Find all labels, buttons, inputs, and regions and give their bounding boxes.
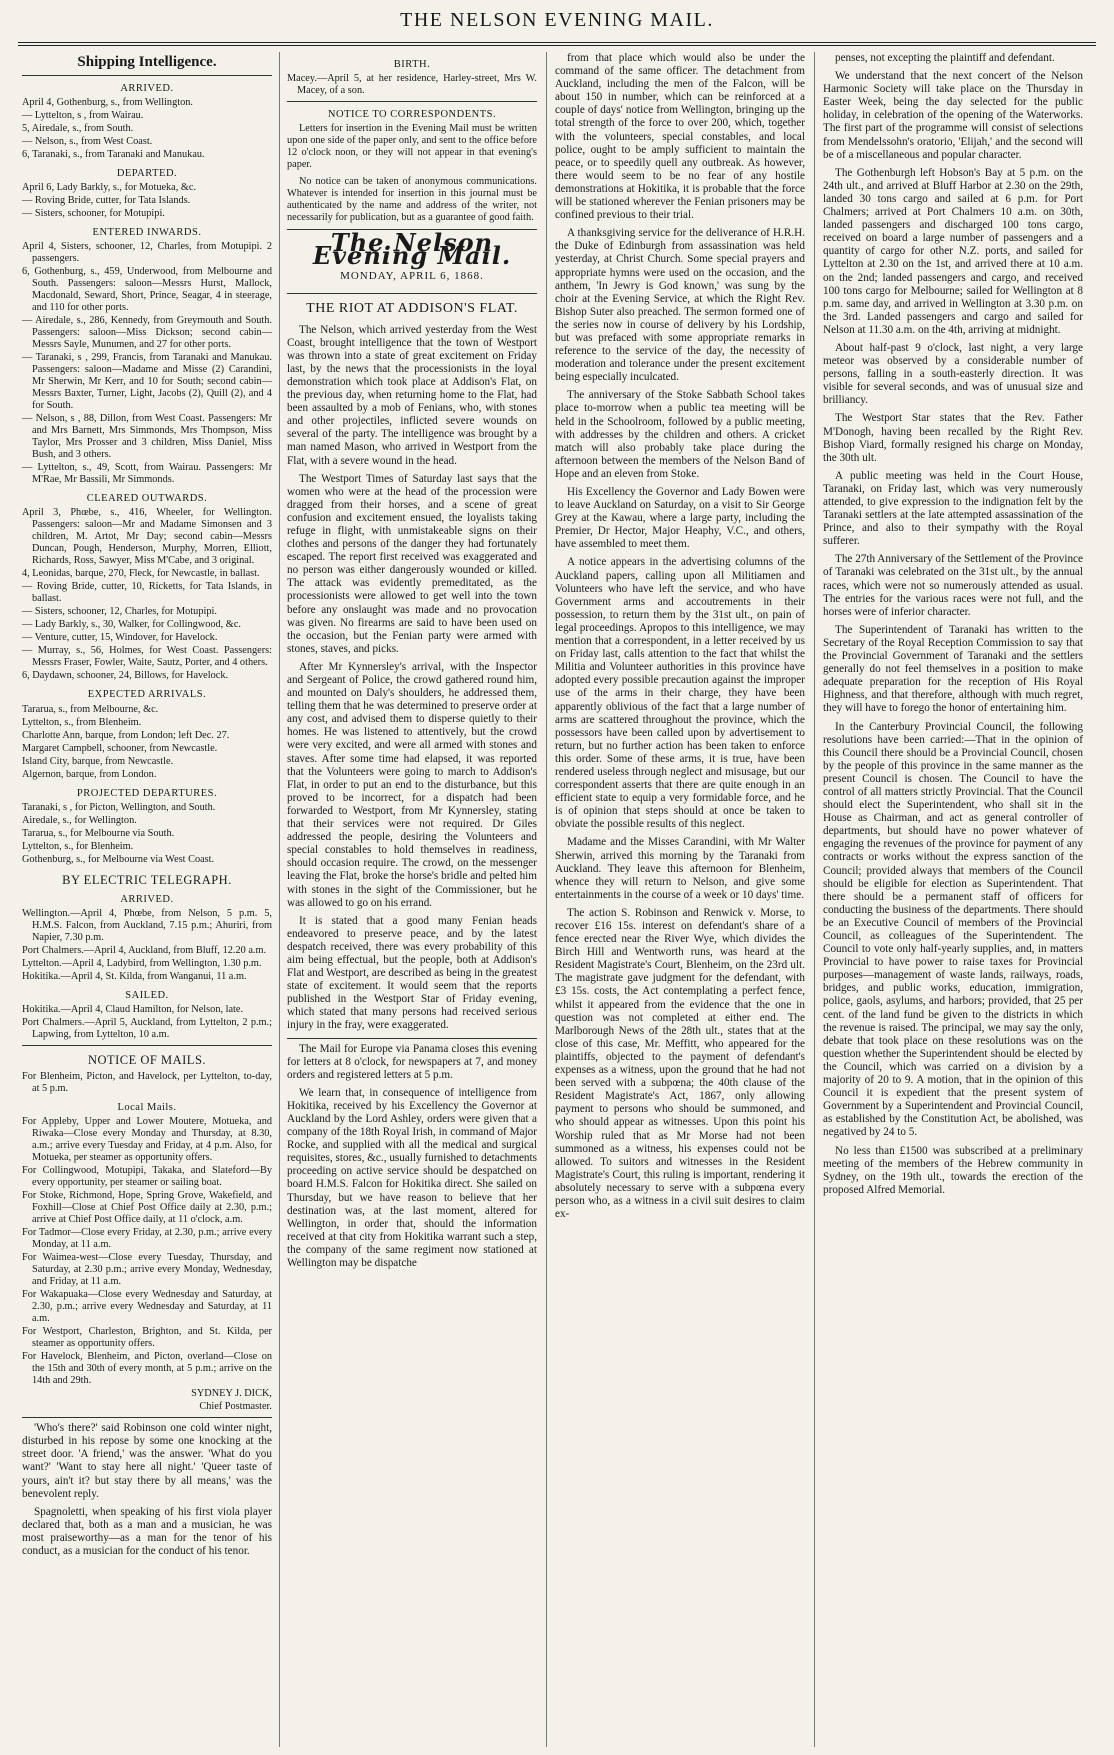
section-rule bbox=[22, 1417, 272, 1418]
paragraph: A public meeting was held in the Court House, Taranaki, on Friday last, which was very numerously attended, to give expression to the indignation felt by the Taranaki settlers at the late attempted assassination of the Prince, and also to their sympathy with the Royal sufferer. bbox=[823, 469, 1083, 548]
masthead: THE NELSON EVENING MAIL. bbox=[400, 9, 714, 31]
telegraph-title: BY ELECTRIC TELEGRAPH. bbox=[62, 872, 232, 887]
telegraph-sailed-heading: SAILED. bbox=[125, 989, 169, 1001]
cleared-heading: CLEARED OUTWARDS. bbox=[86, 493, 208, 505]
birth-text: Macey.—April 5, at her residence, Harley-street, Mrs W. Macey, of a son. bbox=[287, 73, 537, 97]
list-item: — Nelson, s., from West Coast. bbox=[22, 136, 153, 148]
list-item: For Stoke, Richmond, Hope, Spring Grove, Wakefield, and Foxhill—Close at Chief Post Office daily at 2.30, p.m.; arrive at Chief Post Office daily, at 11 o'clock, a.m. bbox=[22, 1190, 272, 1226]
paragraph: The action S. Robinson and Renwick v. Morse, to recover £16 15s. interest on defendant's share of a fence erected near the River Wye, which divides the Birch Hill and Wentworth runs, was heard at the Resident Magistrate's Court, Blenheim, on the 23rd ult. The magistrate gave judgment for the defendant, with £3 15s. costs, the Act contemplating a perfect fence, whilst it appeared from the evidence that the one in question was not completed at either end. The Marlborough News of the 28th ult., states that at the close of this case, Mr. Meffitt, who appeared for the plaintiffs, objected to the payment of defendant's expenses as a witness, upon the ground that he had not been served with a subpœna; the 40th clause of the Resident Magistrate's Act, 1867, only allowing payment to persons who should be summoned, and who should appear as witnesses. Upon this point his Worship ruled that as Mr Morse had not been summoned as a witness, his expenses could not be allowed. To suitors and witnesses in the Resident Magistrate's Court, this ruling is important, rendering it absolutely necessary to serve with a subpœna every person who, as a witness in a civil suit desires to claim ex- bbox=[555, 906, 805, 1221]
local-mails-heading: Local Mails. bbox=[117, 1102, 177, 1114]
departed-list bbox=[22, 182, 272, 220]
list-item: Lyttelton, s., for Blenheim. bbox=[22, 840, 134, 852]
list-item: April 6, Lady Barkly, s., for Motueka, &c. bbox=[22, 182, 197, 194]
list-item: For Collingwood, Motupipi, Takaka, and Slateford—By every opportunity, per steamer or sailing boat. bbox=[22, 1165, 272, 1189]
cleared-list bbox=[22, 507, 272, 682]
section-rule bbox=[287, 293, 537, 294]
list-item: 6, Daydawn, schooner, 24, Billows, for Havelock. bbox=[22, 670, 229, 682]
list-item: 4, Leonidas, barque, 270, Fleck, for Newcastle, in ballast. bbox=[22, 568, 260, 580]
paragraph: Letters for insertion in the Evening Mail must be written upon one side of the paper only, and sent to the office before 12 o'clock noon, or they will not appear in that evening's paper. bbox=[287, 123, 537, 171]
list-item: 5, Airedale, s., from South. bbox=[22, 123, 134, 135]
list-item: — Lady Barkly, s., 30, Walker, for Collingwood, &c. bbox=[22, 619, 241, 631]
column-3-news bbox=[555, 52, 805, 1221]
paragraph: from that place which would also be under the command of the same officer. The detachment from Auckland, including the men of the Falcon, will be about 150 in number, which can be reinforced at a couple of days' notice from Wellington, bringing up the total strength of the force to over 200, which, together with the volunteers, special constables, and local police, ought to be amply sufficient to maintain the peace, or to speedily quell any outbreak. As however, there would seem to be no fear of any hostile demonstrations at Hokitika, it is probable that the force will be stationed wherever the Fenian prisoners may be confined previous to their trial. bbox=[555, 52, 805, 222]
column-2 bbox=[287, 52, 537, 1747]
column-3 bbox=[555, 52, 805, 1747]
list-item: For Havelock, Blenheim, and Picton, overland—Close on the 15th and 30th of every month, at 5 p.m.; arrive on the 14th and 29th. bbox=[22, 1351, 272, 1387]
departed-heading: DEPARTED. bbox=[116, 168, 178, 180]
paragraph: The 27th Anniversary of the Settlement of the Province of Taranaki was celebrated on the 31st ult., by the annual races, which were not so numerously attended as usual. The entries for the various races were not full, and the horses were of inferior character. bbox=[823, 553, 1083, 618]
paragraph: The Superintendent of Taranaki has written to the Secretary of the Royal Reception Commission to say that the Provincial Government of Taranaki and the settlers generally do not feel themselves in a position to make adequate preparation for the reception of His Royal Highness, and that therefore, although with much regret, they will have to forego the honor of entertaining him. bbox=[823, 623, 1083, 715]
section-rule bbox=[22, 75, 272, 76]
list-item: Island City, barque, from Newcastle. bbox=[22, 755, 174, 767]
list-item: Wellington.—April 4, Phœbe, from Nelson, 5 p.m. 5, H.M.S. Falcon, from Auckland, 7.15 p.m.; Ahuriri, from Napier, 7.30 p.m. bbox=[22, 907, 272, 943]
paragraph: Spagnoletti, when speaking of his first viola player declared that, both as a man and a musician, he was most praiseworthy—as a man for the tenor of his conduct, as a musician for the conduct of his tenor. bbox=[22, 1505, 272, 1557]
masthead-rule bbox=[18, 42, 1096, 43]
column-4-news bbox=[823, 52, 1083, 1197]
list-item: — Lyttelton, s , from Wairau. bbox=[22, 110, 144, 122]
expected-list bbox=[22, 704, 272, 781]
list-item: — Venture, cutter, 15, Windover, for Havelock. bbox=[22, 632, 218, 644]
paragraph: It is stated that a good many Fenian heads endeavored to preserve peace, and by the latest despatch received, there was every probability of this aim being effectual, but the people, both at Addison's Flat and Westport, are described as being in the greatest state of excitement. It would seem that the reports published in the Westport Star of Friday evening, which stated that many persons had received serious injury in the fray, were exaggerated. bbox=[287, 914, 537, 1032]
list-item: — Nelson, s , 88, Dillon, from West Coast. Passengers: Mr and Mrs Barnett, Mrs Simmonds, Mrs Thompson, Miss Taylor, Mrs Prosser and 3 children, Miss Daniel, Miss Bush, and 3 others. bbox=[22, 413, 272, 461]
list-item: 6, Taranaki, s., from Taranaki and Manukau. bbox=[22, 149, 205, 161]
correspondents-text bbox=[287, 123, 537, 224]
list-item: Taranaki, s , for Picton, Wellington, and South. bbox=[22, 801, 216, 813]
correspondents-title: NOTICE TO CORRESPONDENTS. bbox=[327, 109, 497, 121]
paragraph: Madame and the Misses Carandini, with Mr Walter Sherwin, arrived this morning by the Taranaki from Auckland. They leave this afternoon for Blenheim, whence they will return to Nelson, and give some entertainments in the course of a week or 10 days' time. bbox=[555, 836, 805, 901]
telegraph-arrived-list bbox=[22, 908, 272, 983]
list-item: — Murray, s., 56, Holmes, for West Coast. Passengers: Messrs Fraser, Fowler, Waite, Sautz, Porter, and 4 others. bbox=[22, 645, 272, 669]
list-item: Gothenburg, s., for Melbourne via West Coast. bbox=[22, 853, 215, 865]
paragraph: In the Canterbury Provincial Council, the following resolutions have been carried:—That in the opinion of this Council there should be a Provincial Council, chosen by the people of this province in the same manner as the present Council is chosen. The Council to have the control of all matters strictly Provincial. That the Council should elect the Superintendent, who shall sit in the House as Chairman, and act as general controller of departments, but should have no power whatever of engaging the revenues of the province for payment of any contracts or works without the express sanction of the Council; provided always that members of the Council should be eligible for election as Superintendent. That there should be a permanent staff of officers for conducting the business of the departments. There should be an Executive Council of members of the Provincial Council, as colleagues of the Superintendent. The Council to vote only half-yearly supplies, and, in matters Provincial to have power to raise taxes for Provincial purposes—management of waste lands, railways, roads, bridges, and public works, education, immigration, police, gaols, asylums, and harbors; provided, that 25 per cent. of the land fund be given to the districts in which the revenue is raised. The principal, we may say the only, debate that took place on these resolutions was on the question whether the Superintendent should be elected by the Council, which was carried on a division by a majority of 20 to 9. A motion, that in the opinion of this Council it is expedient that the present system of Government by a Superintendent and Provincial Council, as established by the Constitution Act, be abolished, was negatived by 24 to 5. bbox=[823, 720, 1083, 1139]
projected-heading: PROJECTED DEPARTURES. bbox=[76, 787, 218, 799]
paragraph: His Excellency the Governor and Lady Bowen were to leave Auckland on Saturday, on a visit to Sir George Grey at the Kawau, where a large party, including the Premier, Dr Hector, Major Heaphy, V.C., and others, have assembled to meet them. bbox=[555, 486, 805, 551]
dateline: MONDAY, APRIL 6, 1868. bbox=[340, 270, 484, 283]
column-divider bbox=[546, 52, 547, 1747]
section-rule bbox=[287, 1038, 537, 1039]
paragraph: A thanksgiving service for the deliverance of H.R.H. the Duke of Edinburgh from assassination was held yesterday, at Christ Church. Some special prayers and appropriate hymns were used on the occasion, and the anthem, 'In Jewry is God known,' was sung by the choir at the Evening Service, at which the Right Rev. Bishop Suter also preached. The sermon formed one of the series now in course of delivery by his Lordship, but was prefaced with some appropriate remarks in reference to the service of the day, the necessity of moderation and tolerance under the present excitement being especially inculcated. bbox=[555, 227, 805, 384]
paragraph: The Nelson, which arrived yesterday from the West Coast, brought intelligence that the town of Westport was thrown into a state of great excitement on Friday last, by the news that the processionists in the loyal demonstration which took place at Addison's Flat, on the previous day, when returning home to the Flat, had been assaulted by a mob of Fenians, who, with stones and other projectiles, inflicted severe wounds on several of the party. The intelligence was brought by a man named Mason, who arrived in Westport from the Flat, with a severe wound in the head. bbox=[287, 323, 537, 467]
paragraph: The Westport Times of Saturday last says that the women who were at the head of the procession were dragged from their horses, and a scene of great confusion and excitement ensued, the loyalists taking refuge in flight, with unmistakeable signs on their clothes and persons of the danger they had fortunately escaped. The report first received was exaggerated and no person was either dangerously wounded or killed. The attack was evidently premeditated, as the processionists were allowed to get well into the town before any onslaught was made and no provocation was given. No firearms are said to have been used on the occasion, but the Fenian party were armed with stones, staves, and picks. bbox=[287, 472, 537, 655]
list-item: Port Chalmers.—April 4, Auckland, from Bluff, 12.20 a.m. bbox=[22, 944, 267, 956]
column-4 bbox=[823, 52, 1083, 1747]
expected-heading: EXPECTED ARRIVALS. bbox=[87, 689, 207, 701]
section-rule bbox=[287, 101, 537, 102]
paragraph: The Mail for Europe via Panama closes this evening for letters at 8 o'clock, for newspapers at 7, and money orders and registered letters at 5 p.m. bbox=[287, 1042, 537, 1081]
list-item: Lyttelton, s., from Blenheim. bbox=[22, 716, 142, 728]
list-item: April 4, Sisters, schooner, 12, Charles, from Motupipi. 2 passengers. bbox=[22, 241, 272, 265]
list-item: April 3, Phœbe, s., 416, Wheeler, for Wellington. Passengers: saloon—Mr and Madame Simonsen and 3 children, M. Artot, Mr Day; second cabin—Messrs Duncan, Pough, Henderson, Murphy, Morren, Elliott, Richards, Ross, Sawyer, Miss M'Cabe, and 3 original. bbox=[22, 507, 272, 567]
arrived-list bbox=[22, 97, 272, 161]
paragraph: The anniversary of the Stoke Sabbath School takes place to-morrow when a public tea meeting will be held in the Schoolroom, followed by a public meeting, with addresses by the children and others. A cricket match will also probably take place during the afternoon between the members of the Nelson Band of Hope and an eleven from Stoke. bbox=[555, 389, 805, 480]
riot-article bbox=[287, 324, 537, 1033]
list-item: — Lyttelton, s., 49, Scott, from Wairau. Passengers: Mr M'Rae, Mr Bassili, Mr Simmonds. bbox=[22, 462, 272, 486]
list-item: — Sisters, schooner, 12, Charles, for Motupipi. bbox=[22, 606, 217, 618]
list-item: Charlotte Ann, barque, from London; left Dec. 27. bbox=[22, 729, 230, 741]
column-1 bbox=[22, 52, 272, 1747]
paragraph: We understand that the next concert of the Nelson Harmonic Society will take place on the Thursday in Easter Week, being the day selected for the public holiday, in celebration of the opening of the Waterworks. The first part of the programme will consist of selections from Mendelssohn's oratorio, 'Elijah,' and the second will be of a miscellaneous and popular character. bbox=[823, 70, 1083, 161]
list-item: April 4, Gothenburg, s., from Wellington. bbox=[22, 97, 193, 109]
entered-heading: ENTERED INWARDS. bbox=[92, 227, 202, 239]
list-item: Airedale, s., for Wellington. bbox=[22, 814, 137, 826]
columns-container bbox=[22, 52, 1094, 1747]
paragraph: We learn that, in consequence of intelligence from Hokitika, received by his Excellency the Governor at Auckland by the Lord Ashley, orders were given that a company of the 18th Royal Irish, in command of Major Rocke, and supplied with all the medical and surgical requisites, stores, &c., usually furnished to detachments proceeding on active service should be despatched on board H.M.S. Falcon for Hokitika direct. She sailed on Thursday, but we have reason to believe that her destination was, at the last moment, altered for Wellington, in order that, should the information received at that city from Hokitika warrant such a step, the company of the same regiment now stationed at Wellington may be dispatche bbox=[287, 1086, 537, 1270]
entered-list bbox=[22, 241, 272, 486]
paragraph: The Gothenburgh left Hobson's Bay at 5 p.m. on the 24th ult., and arrived at Bluff Harbor at 2.30 on the 29th, landed 30 tons cargo and sailed at 6 p.m. for Port Chalmers; arrived at Port Chalmers 10 a.m. on 30th, landed passengers and discharged 100 tons cargo, received on board a large number of passengers and a quantity of cargo for other N.Z. ports, and sailed for Lyttelton at 2.30 on the 1st, and arrived there at 10 a.m. on the 2nd; landed passengers and cargo, and received 100 tons cargo for Melbourne; sailed for Wellington at 8 p.m. same day, and arrived in Wellington at 3.30 p.m. on the 3rd. Landed passengers and cargo and sailed for Nelson at 11.30 a.m. on the 4th, arriving at midnight. bbox=[823, 166, 1083, 336]
mails-signature-title: Chief Postmaster. bbox=[199, 1401, 272, 1413]
birth-title: BIRTH. bbox=[393, 59, 431, 70]
list-item: 6, Gothenburg, s., 459, Underwood, from Melbourne and South. Passengers: saloon—Messrs Hurst, Mallock, Macdonald, Seward, Short, Prince, Seagar, 4 in steerage, and 110 for other ports. bbox=[22, 266, 272, 314]
paragraph: The Westport Star states that the Rev. Father M'Donogh, having been recalled by the Right Rev. Bishop Viard, formally resigned his charge on Monday, the 30th ult. bbox=[823, 412, 1083, 464]
list-item: — Roving Bride, cutter, 10, Ricketts, for Tata Islands, in ballast. bbox=[22, 581, 272, 605]
list-item: Hokitika.—April 4, Claud Hamilton, for Nelson, late. bbox=[22, 1003, 244, 1015]
mails-title: NOTICE OF MAILS. bbox=[87, 1052, 207, 1067]
paragraph: After Mr Kynnersley's arrival, with the Inspector and Sergeant of Police, the crowd gathered round him, and mounted on Daly's shoulders, he addressed them, telling them that he was determined to preserve order at any cost, and advised them to disperse quietly to their homes. He was listened to attentively, but the crowd were very excited, and were all armed with stones and staves. After some time had elapsed, it was reported that the Volunteers were going to march to Addison's Flat, in order to put an end to the disturbance, but this proved to be incorrect, for a dispatch had been forwarded to Westport, from Mr Kynnersley, stating that their services were not required. Dr Giles addressed the people, desiring the Volunteers and special constables to hold themselves in readiness, should occasion require. The crowd, on the messenger leaving the Flat, broke the horse's bridle and pelted him with stones in the sight of the Commissioner, but he was allowed to go on his errand. bbox=[287, 660, 537, 909]
paragraph: 'Who's there?' said Robinson one cold winter night, disturbed in his repose by some one knocking at the street door. 'A friend,' was the answer. 'What do you want?' 'Want to stay here all night.' 'Queer taste of yours, ain't it? but stay there by all means,' was the benevolent reply. bbox=[22, 1422, 272, 1500]
list-item: Margaret Campbell, schooner, from Newcastle. bbox=[22, 742, 218, 754]
column-2-news bbox=[287, 1043, 537, 1271]
column-divider bbox=[814, 52, 815, 1747]
telegraph-sailed-list bbox=[22, 1004, 272, 1041]
riot-headline: THE RIOT AT ADDISON'S FLAT. bbox=[306, 301, 518, 317]
paragraph: No notice can be taken of anonymous communications. Whatever is intended for insertion in this journal must be authenticated by the name and address of the writer, not necessarily for publication, but as a guarantee of good faith. bbox=[287, 176, 537, 224]
mails-signature: SYDNEY J. DICK, bbox=[191, 1388, 272, 1400]
list-item: Algernon, barque, from London. bbox=[22, 768, 157, 780]
mails-intro: For Blenheim, Picton, and Havelock, per Lyttelton, to-day, at 5 p.m. bbox=[22, 1071, 272, 1095]
paragraph: penses, not excepting the plaintiff and defendant. bbox=[835, 52, 1055, 64]
mails-list bbox=[22, 1116, 272, 1387]
projected-list bbox=[22, 802, 272, 866]
list-item: Tararua, s., from Melbourne, &c. bbox=[22, 703, 159, 715]
masthead-rule-lower bbox=[18, 45, 1096, 46]
paragraph: About half-past 9 o'clock, last night, a very large meteor was observed by a considerable number of persons, falling in a south-easterly direction. It was visible for several seconds, and was of unusual size and brilliancy. bbox=[823, 341, 1083, 407]
column-divider bbox=[279, 52, 280, 1747]
list-item: For Wakapuaka—Close every Wednesday and Saturday, at 2.30, p.m.; arrive every Wednesday and Saturday, at 11 a.m. bbox=[22, 1289, 272, 1325]
list-item: Hokitika.—April 4, St. Kilda, from Wanganui, 11 a.m. bbox=[22, 970, 247, 982]
list-item: — Airedale, s., 286, Kennedy, from Greymouth and South. Passengers: saloon—Miss Dickson; second cabin—Messrs Sayle, Munumen, and 27 for other ports. bbox=[22, 315, 272, 351]
telegraph-arrived-heading: ARRIVED. bbox=[120, 893, 174, 905]
list-item: For Waimea-west—Close every Tuesday, Thursday, and Saturday, at 2.30 p.m.; arrive every Monday, Wednesday, and Friday, at 11 a.m. bbox=[22, 1252, 272, 1288]
list-item: Lyttelton.—April 4, Ladybird, from Wellington, 1.30 p.m. bbox=[22, 957, 262, 969]
list-item: For Appleby, Upper and Lower Moutere, Motueka, and Riwaka—Close every Monday and Thursday, at 8.30, a.m.; arrive every Tuesday and Friday, at 4 p.m. Also, for Motueka, per steamer as opportunity offers. bbox=[22, 1116, 272, 1164]
nameplate: The Nelson Evening Mail. bbox=[312, 228, 512, 271]
anecdote-paragraphs bbox=[22, 1422, 272, 1558]
paragraph: No less than £1500 was subscribed at a preliminary meeting of the members of the Hebrew community in Sydney, on the 19th ult., towards the erection of the proposed Alfred Memorial. bbox=[823, 1144, 1083, 1196]
list-item: — Roving Bride, cutter, for Tata Islands. bbox=[22, 195, 191, 207]
paragraph: A notice appears in the advertising columns of the Auckland papers, calling upon all Militiamen and Volunteers who have left the service, and who have Government arms and accoutrements in their possession, to return them by the 31st ult., on pain of legal proceedings. Apropos to this intelligence, we may mention that a correspondent, in a letter received by us on Friday last, calls attention to the fact that whilst the Militia and Volunteer authorities in this province have adopted every possible precaution against the improper use of the arms in their charge, they have been apparently oblivious of the fact that a large number of arms are scattered throughout the province, which the possessors have been called upon by advertisement to return, but no further action has been taken to enforce this order. Some of these arms, it is true, have been rendered useless through neglect and misusage, but our correspondent asserts that there are quite enough in an efficient state to equip a very formidable force, and he is of opinion that steps should at once be taken to obviate the possible results of this neglect. bbox=[555, 556, 805, 831]
arrived-heading: ARRIVED. bbox=[120, 83, 174, 95]
list-item: For Tadmor—Close every Friday, at 2.30, p.m.; arrive every Monday, at 11 a.m. bbox=[22, 1227, 272, 1251]
list-item: — Taranaki, s , 299, Francis, from Taranaki and Manukau. Passengers: saloon—Madame and Misse (2) Carandini, Mr Sherwin, Mr Kerr, and 10 for South; second cabin—Messrs Baxter, Turner, Light, Jacobs (2), Quill (2), and 4 for South. bbox=[22, 352, 272, 412]
list-item: — Sisters, schooner, for Motupipi. bbox=[22, 208, 165, 220]
shipping-title: Shipping Intelligence. bbox=[77, 54, 217, 70]
list-item: Tararua, s., for Melbourne via South. bbox=[22, 827, 175, 839]
section-rule bbox=[22, 1045, 272, 1046]
list-item: Port Chalmers.—April 5, Auckland, from Lyttelton, 2 p.m.; Lapwing, from Lyttelton, 10 a.m. bbox=[22, 1016, 272, 1040]
list-item: For Westport, Charleston, Brighton, and St. Kilda, per steamer as opportunity offers. bbox=[22, 1326, 272, 1350]
